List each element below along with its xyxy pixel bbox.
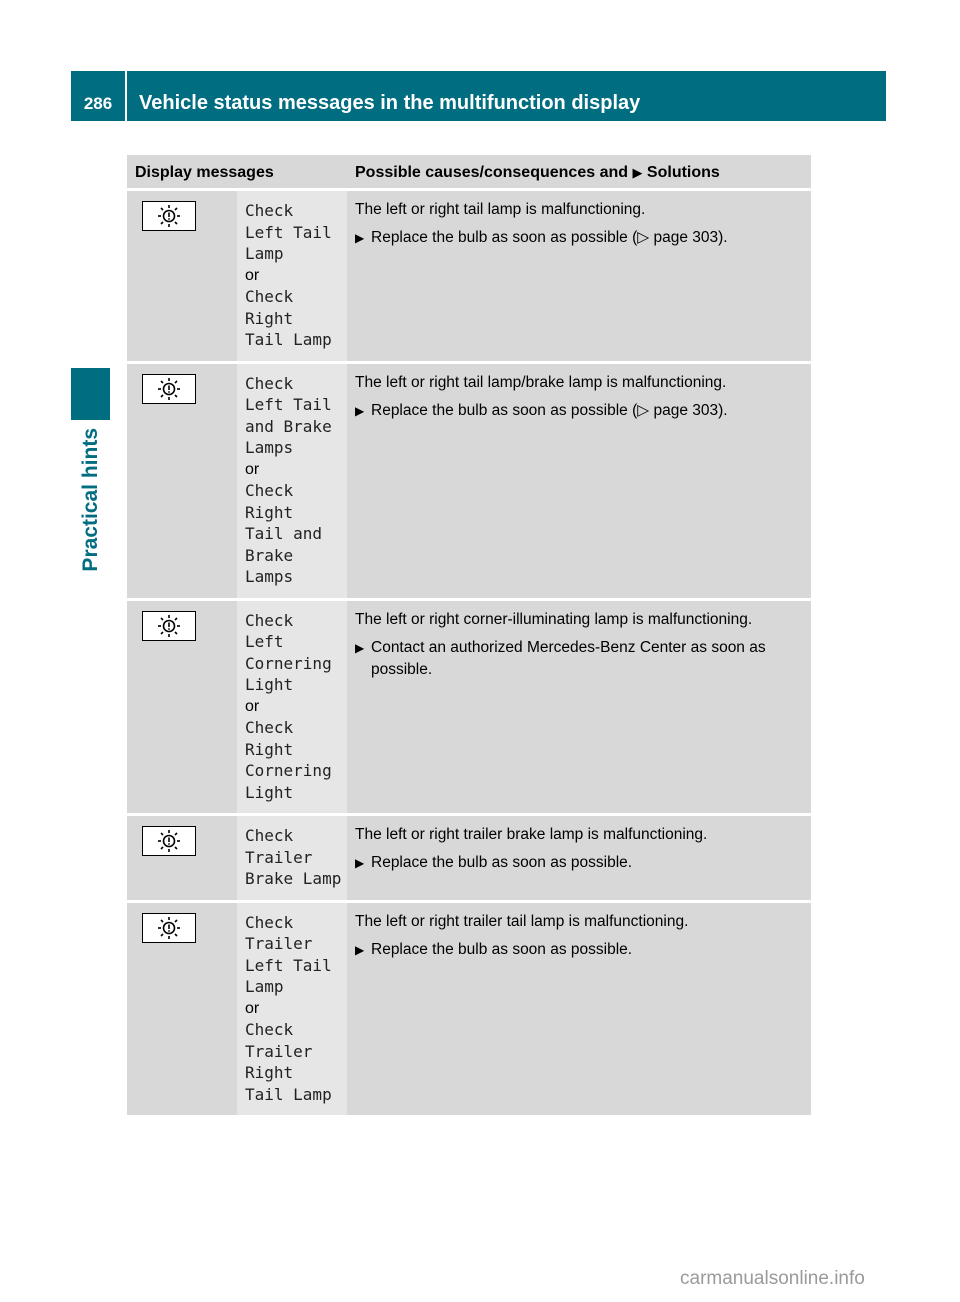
arrow-icon: ▶ <box>355 640 365 655</box>
side-tab-marker <box>71 368 110 420</box>
display-message-a: Check Left Tail Lamp <box>245 201 332 263</box>
table-header-row <box>127 155 811 190</box>
display-message-b: Check Trailer Right Tail Lamp <box>245 1020 332 1104</box>
solution-cell <box>347 815 811 902</box>
solution-step-text: Contact an authorized Mercedes-Benz Center as soon as possible. <box>371 638 766 678</box>
cause-text: The left or right corner-illuminating lamp is malfunctioning. <box>355 610 753 628</box>
display-message-cell <box>237 815 347 902</box>
solution-step <box>355 227 803 249</box>
watermark: carmanualsonline.info <box>680 1268 865 1289</box>
table-row <box>127 362 811 599</box>
solution-step <box>355 400 803 422</box>
display-message-cell <box>237 901 347 1117</box>
display-message-cell <box>237 190 347 363</box>
display-message-b: Check Right Cornering Light <box>245 718 332 802</box>
page-title: Vehicle status messages in the multifunction display <box>139 91 641 114</box>
cause-text: The left or right trailer brake lamp is malfunctioning. <box>355 826 708 843</box>
page-number: 286 <box>71 71 127 121</box>
icon-cell <box>127 599 237 815</box>
arrow-icon: ▶ <box>355 856 365 870</box>
icon-cell <box>127 362 237 599</box>
display-message-a: Check Trailer Brake Lamp <box>245 826 342 888</box>
display-message-a: Check Left Tail and Brake Lamps <box>245 373 332 457</box>
display-message-b: Check Right Tail and Brake Lamps <box>245 481 323 586</box>
bulb-warning-icon <box>142 913 196 943</box>
section-label-text: Practical hints <box>78 428 102 572</box>
column-header-display-messages: Display messages <box>127 155 347 190</box>
display-message-b: Check Right Tail Lamp <box>245 287 332 349</box>
arrow-icon: ▶ <box>632 164 643 180</box>
column-header-causes-text: Possible causes/consequences and <box>355 163 629 181</box>
or-separator: or <box>245 266 260 284</box>
solution-step <box>355 852 803 874</box>
bulb-warning-icon <box>142 201 196 231</box>
solution-cell <box>347 190 811 363</box>
cause-text: The left or right trailer tail lamp is malfunctioning. <box>355 912 689 930</box>
arrow-icon: ▶ <box>355 942 365 957</box>
solution-step-text: Replace the bulb as soon as possible (▷ page 303). <box>371 401 728 419</box>
display-message-cell <box>237 362 347 599</box>
section-label <box>71 428 110 593</box>
solution-step-text: Replace the bulb as soon as possible. <box>371 854 633 871</box>
icon-cell <box>127 901 237 1117</box>
bulb-warning-icon <box>142 374 196 404</box>
page-header <box>71 71 886 121</box>
cause-text: The left or right tail lamp is malfunctioning. <box>355 201 646 218</box>
arrow-icon: ▶ <box>355 403 365 418</box>
column-header-solutions <box>347 155 811 190</box>
or-separator: or <box>245 460 260 478</box>
status-messages-table <box>127 155 811 1118</box>
table-row <box>127 190 811 363</box>
solution-cell <box>347 599 811 815</box>
display-message-a: Check Trailer Left Tail Lamp <box>245 912 332 996</box>
icon-cell <box>127 815 237 902</box>
table-row <box>127 599 811 815</box>
bulb-warning-icon <box>142 826 196 856</box>
arrow-icon: ▶ <box>355 231 365 245</box>
display-message-cell <box>237 599 347 815</box>
solution-step <box>355 939 803 961</box>
display-message-a: Check Left Cornering Light <box>245 610 332 694</box>
table-row <box>127 815 811 902</box>
bulb-warning-icon <box>142 611 196 641</box>
column-header-solutions-text: Solutions <box>646 163 720 181</box>
icon-cell <box>127 190 237 363</box>
solution-step <box>355 637 803 681</box>
cause-text: The left or right tail lamp/brake lamp is malfunctioning. <box>355 373 727 391</box>
or-separator: or <box>245 999 260 1017</box>
solution-cell <box>347 901 811 1117</box>
solution-step-text: Replace the bulb as soon as possible. <box>371 940 633 958</box>
or-separator: or <box>245 697 260 715</box>
table-row <box>127 901 811 1117</box>
solution-step-text: Replace the bulb as soon as possible (▷ page 303). <box>371 229 728 246</box>
solution-cell <box>347 362 811 599</box>
